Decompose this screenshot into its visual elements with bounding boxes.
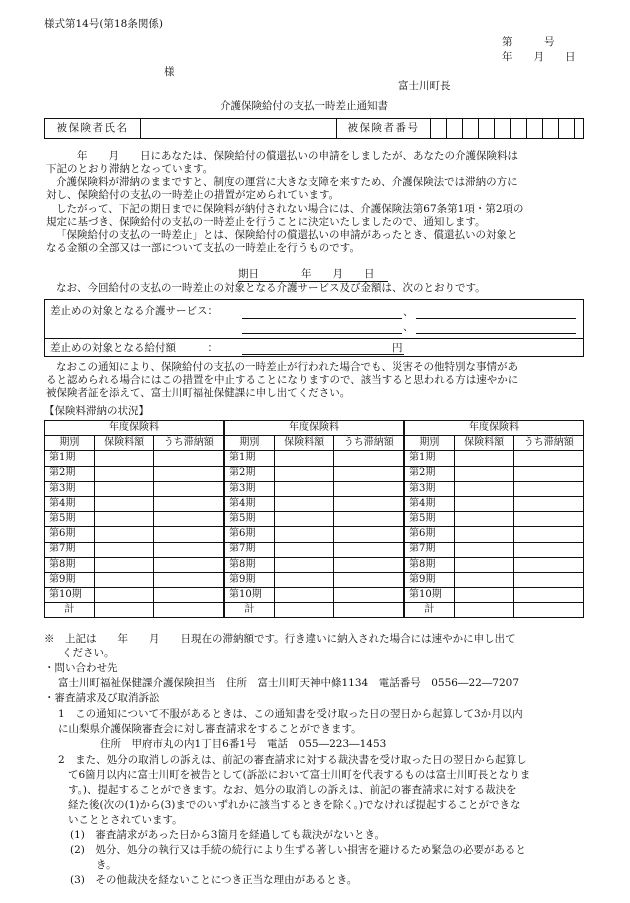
table-row: 第10期 [45,588,224,603]
col-period: 期別 [45,436,95,451]
col-arrears: うち滞納額 [154,436,224,451]
contact-heading: ・問い合わせ先 [44,662,118,674]
appeal-sub: (3) その他裁決を経ないことにつき正当な理由があるとき。 [70,874,358,886]
col-premium: 保険料額 [94,436,154,451]
table-row: 第6期 [45,527,224,542]
body-line: 下記のとおり滞納となっています。 [46,163,214,176]
service-separator: 、 [403,306,414,318]
form-id: 様式第14号(第18条関係) [44,18,163,30]
table-row: 第4期 [225,496,404,511]
arrears-heading: 【保険料滞納の状況】 [44,405,149,417]
body-line: なる金額の全部又は一部について支払の一時差止を行うものです。 [46,241,360,254]
insured-number-digit[interactable] [559,119,575,138]
col-arrears: うち滞納額 [514,436,584,451]
insured-number-digit[interactable] [527,119,543,138]
notice-line: なお、今回給付の支払の一時差止の対象となる介護サービス及び金額は、次のとおりです。 [56,282,486,294]
insured-number-digit[interactable] [431,119,447,138]
table-row: 第2期 [45,466,224,481]
suspended-amount-label: 差止めの対象となる給付額 ： [50,342,218,354]
insured-name-field[interactable] [141,119,337,138]
insured-number-digit[interactable] [511,119,527,138]
appeal-address: 住所 甲府市丸の内1丁目6番1号 電話 055―223―1453 [100,738,387,750]
disaster-line: ると認められる場合にはこの措置を中止することになりますので、該当すると思われる方は速やかに [46,374,519,387]
col-premium: 保険料額 [454,436,514,451]
table-row: 第1期 [225,451,404,466]
table-row: 第7期 [45,542,224,557]
col-arrears: うち滞納額 [334,436,404,451]
appeal-line: す。)、提起することができます。なお、処分の取消しの訴えは、前記の審査請求に対する裁決を [68,784,517,796]
arrears-table [44,420,224,618]
table-row: 第1期 [405,451,584,466]
appeal-line: いこととされています。 [68,814,183,826]
body-text [46,150,594,255]
insured-id-row [44,118,584,139]
table-row: 第1期 [45,451,224,466]
insured-number-digit[interactable] [543,119,559,138]
arrears-table [224,420,404,618]
table-row: 第9期 [225,572,404,587]
col-period: 期別 [225,436,275,451]
insured-number-digit[interactable] [463,119,479,138]
insured-number-label: 被保険者番号 [337,119,431,138]
service-separator: 、 [403,321,414,333]
contact-line: 富士川町福祉保健課介護保険担当 住所 富士川町天神中條1134 電話番号 0556―22―7207 [58,677,520,689]
page-title: 介護保険給付の支払一時差止通知書 [220,100,388,112]
recipient-suffix: 様 [164,66,175,78]
fiscal-year-header: 年度保険料 [225,421,404,436]
arrears-table [404,420,584,618]
body-line: 「保険給付の支払の一時差止」とは、保険給付の償還払いの申請があったとき、償還払いの対象と [56,228,518,241]
appeal-line: 経た後(次の(1)から(3)までのいずれかに該当するときを除く。)でなければ提起することができな [68,799,521,811]
yen-unit: 円 [392,342,403,354]
appeal-sub: き。 [96,859,117,871]
table-row: 第3期 [225,481,404,496]
appeal-line: 1 この通知について不服があるときは、この通知書を受け取った日の翌日から起算して3か月以内 [58,708,523,720]
appeal-heading: ・審査請求及び取消訴訟 [44,692,160,704]
col-premium: 保険料額 [274,436,334,451]
insured-number-digit[interactable] [495,119,511,138]
table-row: 第8期 [405,557,584,572]
insured-number-digit[interactable] [479,119,495,138]
document-number: 第 号 [502,36,555,48]
table-row: 第5期 [45,512,224,527]
table-row: 第4期 [405,496,584,511]
body-line: 対し、保険給付の支払の一時差止の措置が定められています。 [46,189,340,202]
table-row: 第3期 [45,481,224,496]
appeal-line: に山梨県介護保険審査会に対し審査請求をすることができます。 [58,723,362,735]
table-row: 第10期 [405,588,584,603]
table-row: 第5期 [225,512,404,527]
appeal-line: 2 また、処分の取消しの訴えは、前記の審査請求に対する裁決書を受け取った日の翌日から起算し [58,754,527,766]
deadline: 期日 年 月 日 [238,268,375,280]
table-row: 第2期 [225,466,404,481]
table-row: 第4期 [45,496,224,511]
issuer: 富士川町長 [398,80,451,92]
issue-date: 年 月 日 [502,51,576,63]
insured-number-digit[interactable] [575,119,583,138]
appeal-line: て6箇月以内に富士川町を被告として(訴訟において富士川町を代表するものは富士川町長となりま [68,769,531,781]
total-row: 計 [45,603,224,618]
table-row: 第7期 [225,542,404,557]
appeal-sub: (1) 審査請求があった日から3箇月を経過しても裁決がないとき。 [70,829,386,841]
table-row: 第5期 [405,512,584,527]
body-line: 年 月 日にあなたは、保険給付の償還払いの申請をしましたが、あなたの介護保険料は [56,150,518,162]
insured-number-digit[interactable] [447,119,463,138]
total-row: 計 [225,603,404,618]
insured-name-label: 被保険者氏名 [45,119,141,138]
table-row: 第9期 [405,572,584,587]
table-row: 第3期 [405,481,584,496]
service-entry-line[interactable] [416,318,576,319]
service-entry-line[interactable] [242,333,402,334]
disaster-line: 被保険者証を添えて、富士川町福祉保健課に申し出てください。 [46,387,351,400]
table-row: 第7期 [405,542,584,557]
total-row: 計 [405,603,584,618]
disaster-line: なおこの通知により、保険給付の支払の一時差止が行われた場合でも、災害その他特別な事情があ [56,361,518,373]
footnote-line: ください。 [62,647,115,659]
body-line: したがって、下記の期日までに保険料が納付されない場合には、介護保険法第67条第1項・第2項の [56,202,524,215]
table-row: 第6期 [225,527,404,542]
table-row: 第8期 [45,557,224,572]
table-row: 第9期 [45,572,224,587]
table-row: 第2期 [405,466,584,481]
table-row: 第8期 [225,557,404,572]
body-line: 規定に基づき、保険給付の支払の一時差止を行うことに決定いたしましたので、通知します。 [46,215,486,228]
disaster-text [46,361,594,400]
service-entry-line[interactable] [242,318,402,319]
appeal-sub: (2) 処分、処分の執行又は手続の続行により生ずる著しい損害を避けるため緊急の必要があると [70,844,526,856]
fiscal-year-header: 年度保険料 [405,421,584,436]
table-row: 第6期 [405,527,584,542]
col-period: 期別 [405,436,455,451]
table-row: 第10期 [225,588,404,603]
suspended-services-label: 差止めの対象となる介護サービス： [50,305,218,317]
fiscal-year-header: 年度保険料 [45,421,224,436]
amount-entry-line[interactable] [242,354,404,355]
service-entry-line[interactable] [416,333,576,334]
footnote-line: ※ 上記は 年 月 日現在の滞納額です。行き違いに納入された場合には速やかに申し出て [44,633,516,645]
body-line: 介護保険料が滞納のままですと、制度の運営に大きな支障を来すため、介護保険法では滞納の方に [56,176,518,189]
